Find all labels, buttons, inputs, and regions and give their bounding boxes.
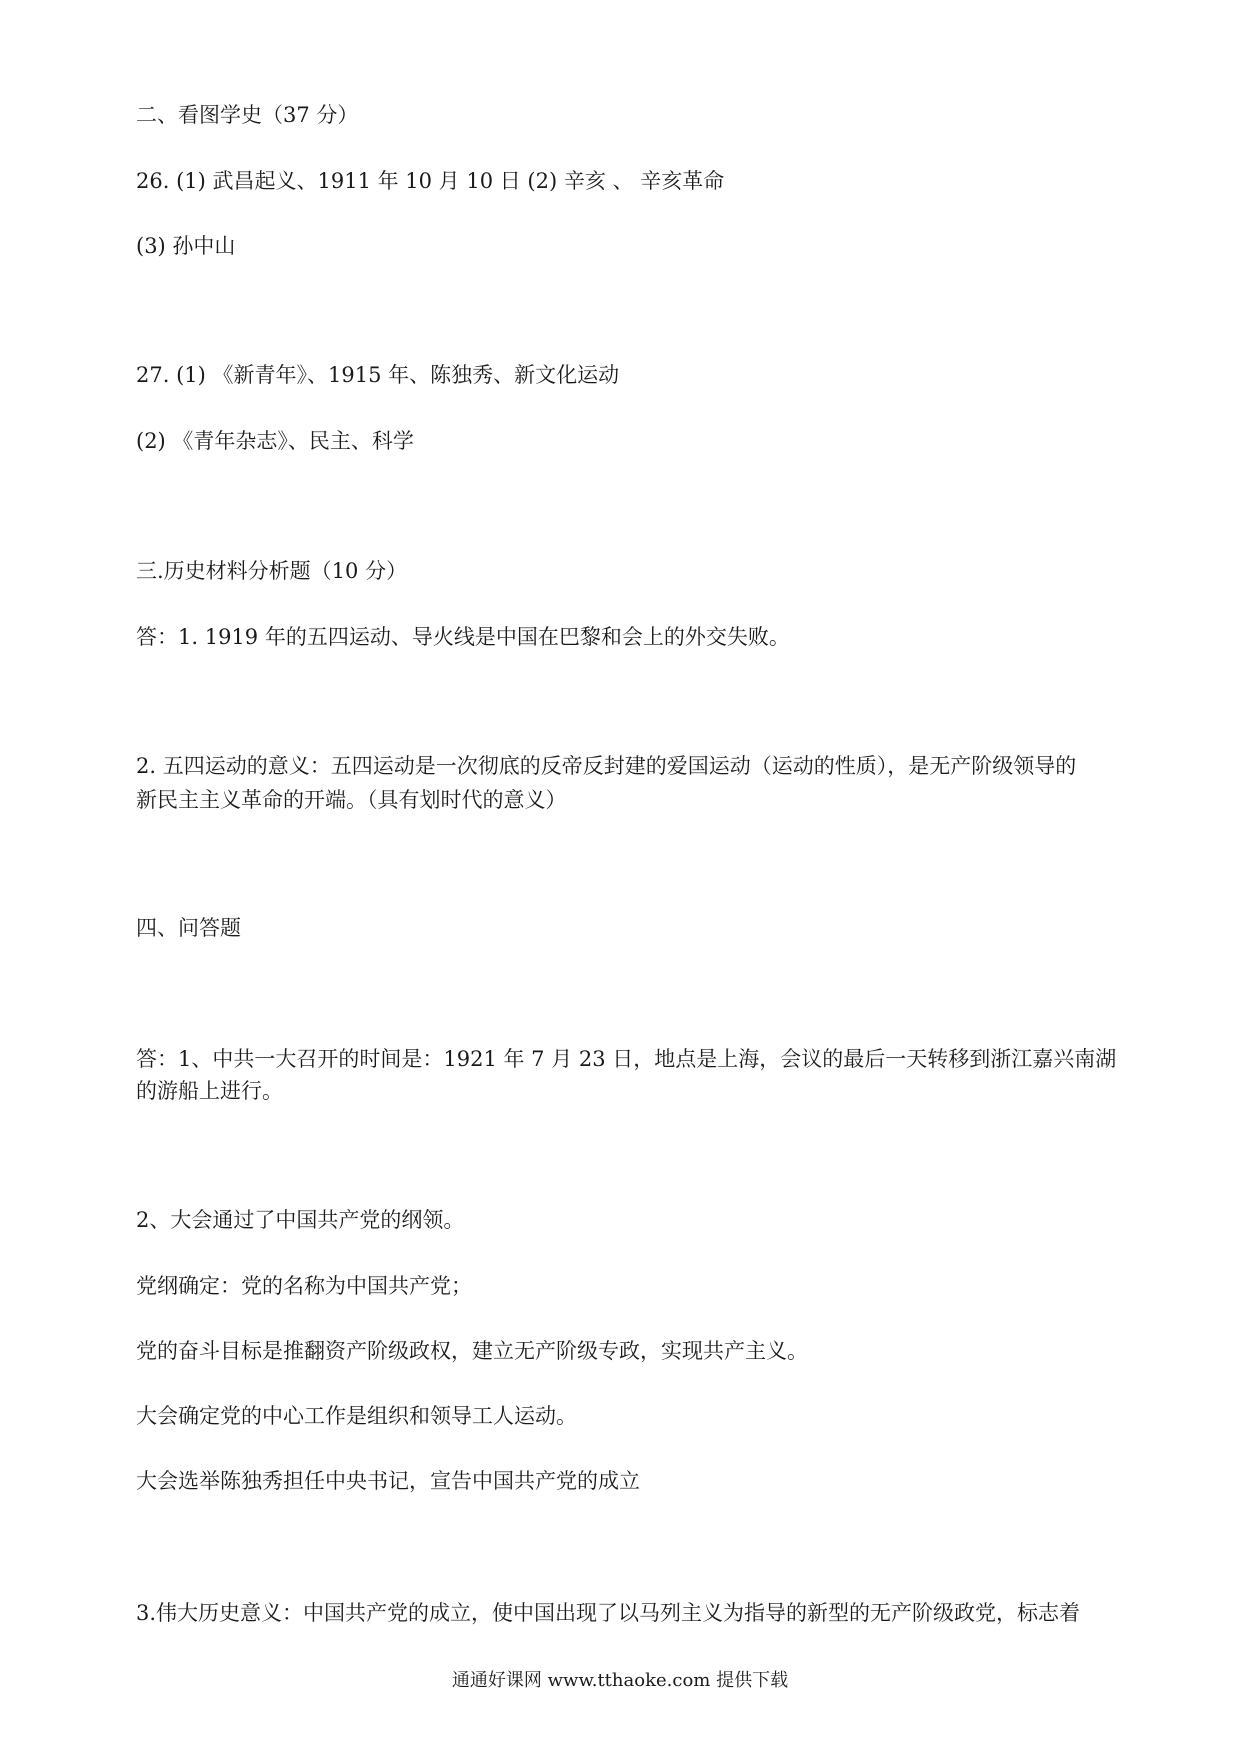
question-27-line-2: (2) 《青年杂志》、民主、科学 <box>136 429 414 453</box>
qa-answer-1-line-2: 的游船上进行。 <box>136 1079 283 1103</box>
section-heading-4: 四、问答题 <box>136 916 241 940</box>
material-answer-2-line-2: 新民主主义革命的开端。（具有划时代的意义） <box>136 788 567 812</box>
qa-answer-2-line-5: 大会选举陈独秀担任中央书记，宣告中国共产党的成立 <box>136 1469 640 1493</box>
question-26-line-2: (3) 孙中山 <box>136 234 236 258</box>
qa-answer-2-line-2: 党纲确定：党的名称为中国共产党； <box>136 1274 472 1298</box>
section-heading-3: 三.历史材料分析题（10 分） <box>136 559 408 583</box>
section-heading-2: 二、看图学史（37 分） <box>136 103 359 127</box>
material-answer-1: 答：1. 1919 年的五四运动、导火线是中国在巴黎和会上的外交失败。 <box>136 625 790 649</box>
material-answer-2-line-1: 2. 五四运动的意义：五四运动是一次彻底的反帝反封建的爱国运动（运动的性质），是无产阶级领导的 <box>136 754 1077 778</box>
qa-answer-2-line-1: 2、大会通过了中国共产党的纲领。 <box>136 1208 465 1232</box>
qa-answer-2-line-4: 大会确定党的中心工作是组织和领导工人运动。 <box>136 1404 577 1428</box>
question-26-line-1: 26. (1) 武昌起义、1911 年 10 月 10 日 (2) 辛亥 、 辛亥革命 <box>136 169 725 193</box>
qa-answer-3-line-1: 3.伟大历史意义：中国共产党的成立，使中国出现了以马列主义为指导的新型的无产阶级政党，标志着 <box>136 1601 1081 1625</box>
question-27-line-1: 27. (1) 《新青年》、1915 年、陈独秀、新文化运动 <box>136 363 620 387</box>
qa-answer-1-line-1: 答：1、中共一大召开的时间是：1921 年 7 月 23 日，地点是上海，会议的最后一天转移到浙江嘉兴南湖 <box>136 1047 1117 1071</box>
page-footer: 通通好课网 www.tthaoke.com 提供下载 <box>451 1670 789 1691</box>
qa-answer-2-line-3: 党的奋斗目标是推翻资产阶级政权，建立无产阶级专政，实现共产主义。 <box>136 1339 808 1363</box>
